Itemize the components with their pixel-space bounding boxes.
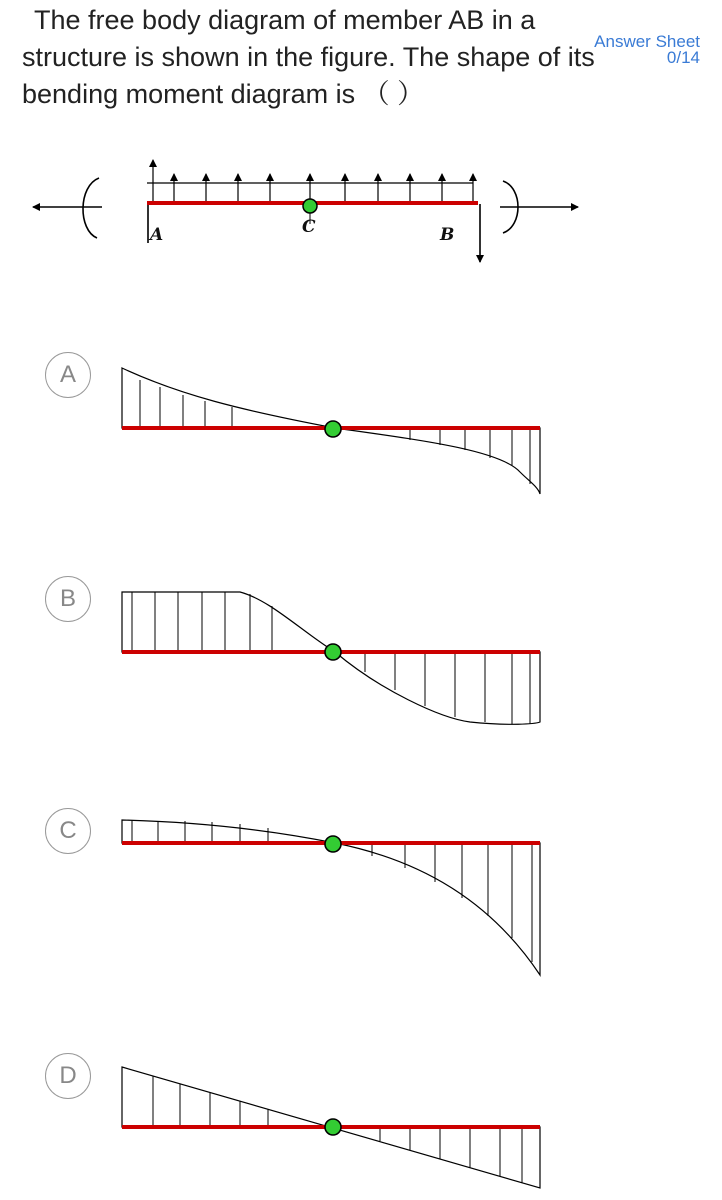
answer-sheet-label: Answer Sheet	[594, 32, 700, 51]
question-line-2: structure is shown in the figure. The shape of its	[22, 42, 595, 72]
left-moment-arrow	[33, 178, 102, 238]
question-line-3: bending moment diagram is （ ）	[22, 79, 425, 109]
question-line-1: The free body diagram of member AB in a	[34, 5, 536, 35]
option-d-button[interactable]: D	[45, 1053, 91, 1099]
option-b-button[interactable]: B	[45, 576, 91, 622]
free-body-diagram	[33, 160, 578, 262]
option-c-button[interactable]: C	[45, 808, 91, 854]
label-a: A	[150, 225, 164, 245]
label-c: C	[302, 217, 316, 237]
distributed-load-arrows	[153, 160, 473, 203]
option-d-diagram	[122, 1067, 540, 1188]
answer-sheet-progress: 0/14	[666, 48, 700, 67]
option-b-diagram	[122, 592, 540, 724]
hinge-c	[303, 199, 317, 213]
right-moment-arrow	[500, 181, 578, 233]
label-b: B	[440, 225, 455, 245]
option-c-diagram	[122, 820, 540, 975]
option-a-button[interactable]: A	[45, 352, 91, 398]
option-a-diagram	[122, 368, 540, 494]
